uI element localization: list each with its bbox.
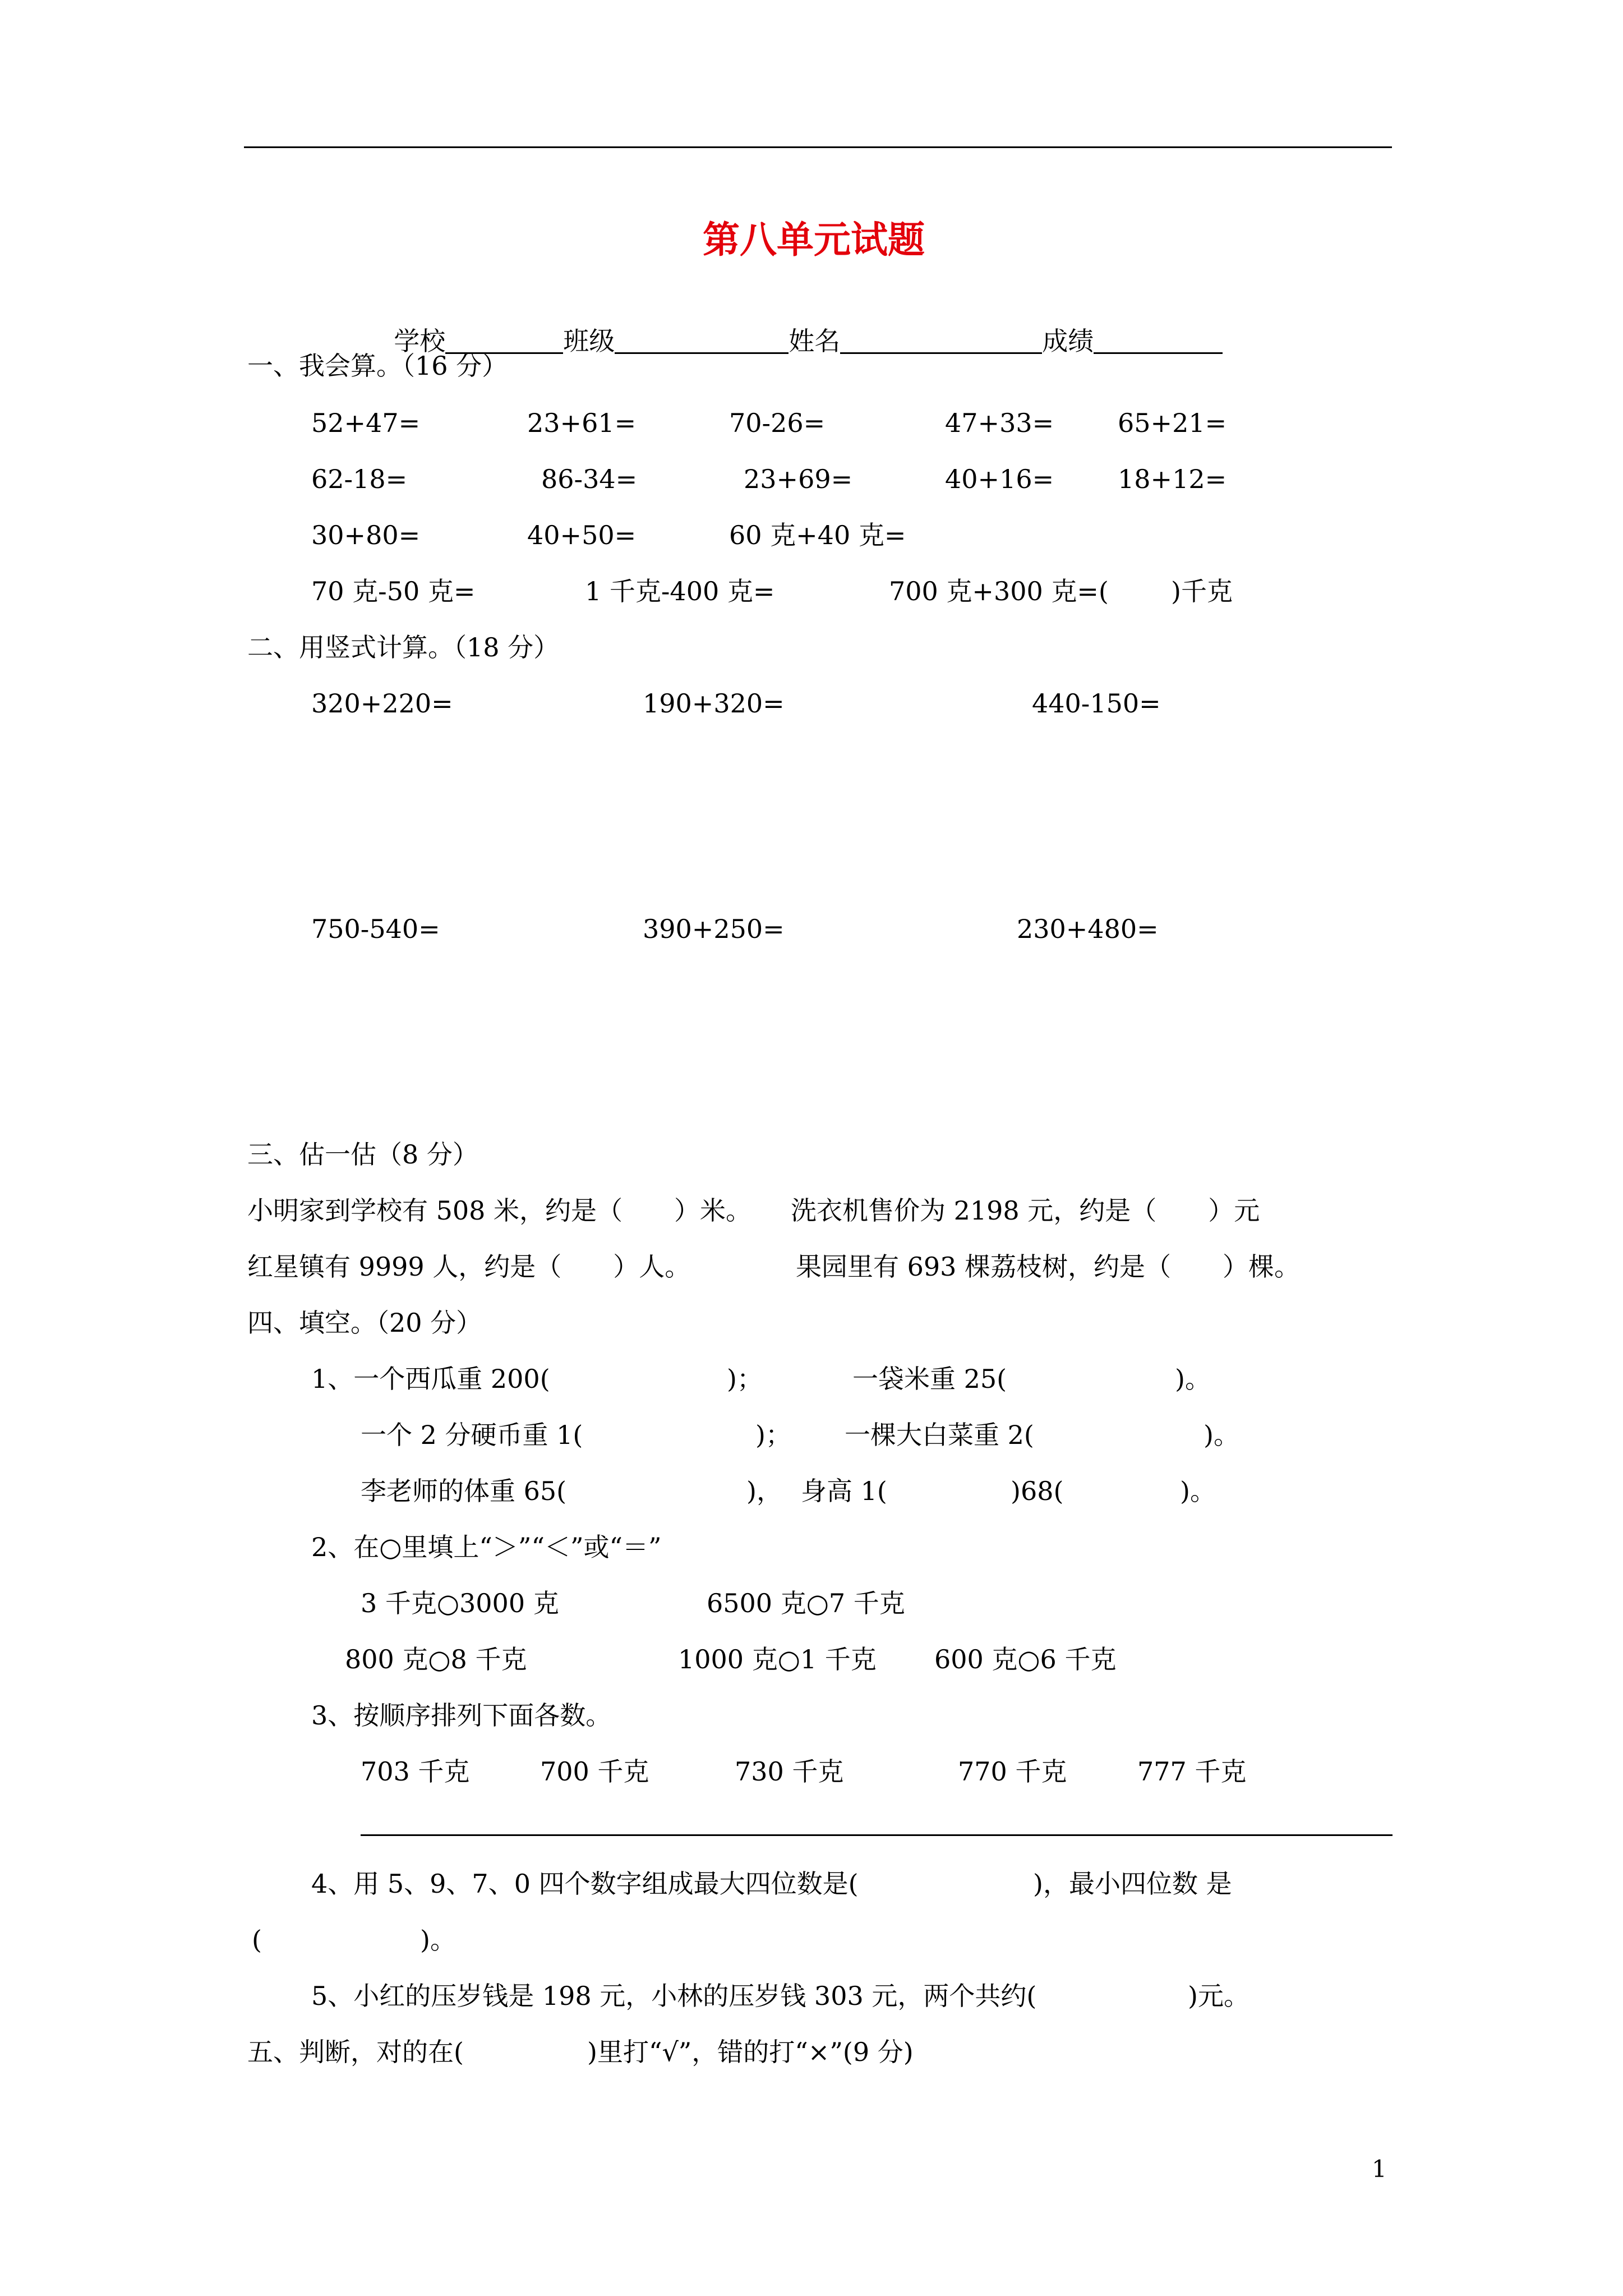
calc-item: 60 克+40 克= <box>729 520 906 550</box>
name-field[interactable] <box>840 326 1042 354</box>
student-info-line <box>377 301 1223 354</box>
calc-item: 1 千克-400 克= <box>585 576 775 606</box>
compare-item: 6500 克○7 千克 <box>707 1588 905 1618</box>
calc-item: 70-26= <box>729 408 826 438</box>
compare-item: 800 克○8 千克 <box>345 1644 527 1674</box>
calc-item: 65+21= <box>1118 408 1227 438</box>
order-item: 777 千克 <box>1137 1756 1247 1787</box>
vertical-calc-item: 390+250= <box>643 914 785 944</box>
vertical-calc-item: 230+480= <box>1017 914 1159 944</box>
calc-item: 52+47= <box>311 408 421 438</box>
estimate-item: 洗衣机售价为 2198 元，约是（ ）元 <box>791 1195 1260 1226</box>
fill-item: )。 <box>1180 1476 1216 1506</box>
fill-item: 一袋米重 25( <box>852 1364 1007 1394</box>
class-field[interactable] <box>615 326 789 354</box>
calc-item: 70 克-50 克= <box>311 576 476 606</box>
section-2-heading: 二、用竖式计算。（18 分） <box>247 632 560 662</box>
fill-item: 2、在○里填上“＞”“＜”或“＝” <box>311 1532 662 1562</box>
calc-item: 40+50= <box>527 520 637 550</box>
calc-item: 23+69= <box>744 464 853 494</box>
answer-line[interactable] <box>361 1834 1393 1836</box>
section-4-heading: 四、填空。（20 分） <box>247 1308 482 1338</box>
order-item: 730 千克 <box>735 1756 844 1787</box>
fill-item: 5、小红的压岁钱是 198 元，小林的压岁钱 303 元，两个共约( <box>311 1981 1037 2011</box>
fill-item: 身高 1( <box>801 1476 887 1506</box>
header-rule <box>244 146 1392 148</box>
section-1-heading: 一、我会算。（16 分） <box>247 351 508 381</box>
fill-item: )。 <box>420 1925 456 1955</box>
fill-item: 4、用 5、9、7、0 四个数字组成最大四位数是( <box>311 1869 859 1899</box>
order-item: 700 千克 <box>540 1756 649 1787</box>
vertical-calc-item: 320+220= <box>311 688 453 719</box>
fill-item: 一棵大白菜重 2( <box>845 1420 1034 1450</box>
fill-item: )，最小四位数 是 <box>1033 1869 1232 1899</box>
score-label: 成绩 <box>1042 326 1094 356</box>
compare-item: 600 克○6 千克 <box>934 1644 1117 1674</box>
estimate-item: 小明家到学校有 508 米，约是（ ）米。 <box>247 1195 752 1226</box>
calc-item: 700 克+300 克=( <box>889 576 1109 606</box>
fill-item: )元。 <box>1188 1981 1249 2011</box>
fill-item: 一个 2 分硬币重 1( <box>361 1420 583 1450</box>
estimate-item: 红星镇有 9999 人，约是（ ）人。 <box>247 1251 691 1282</box>
fill-item: )。 <box>1175 1364 1211 1394</box>
vertical-calc-item: 440-150= <box>1032 688 1161 719</box>
class-label: 班级 <box>563 326 615 356</box>
fill-item: )68( <box>1011 1476 1064 1506</box>
calc-item: 47+33= <box>945 408 1054 438</box>
section-5-heading: 五、判断，对的在( <box>247 2037 464 2067</box>
score-field[interactable] <box>1094 326 1223 354</box>
section-3-heading: 三、估一估（8 分） <box>247 1139 478 1170</box>
fill-item: 1、一个西瓜重 200( <box>311 1364 550 1394</box>
estimate-item: 果园里有 693 棵荔枝树，约是（ ）棵。 <box>796 1251 1301 1282</box>
order-item: 703 千克 <box>361 1756 470 1787</box>
page-number: 1 <box>1372 2155 1387 2183</box>
school-label: 学校 <box>394 326 446 356</box>
calc-item: 86-34= <box>541 464 638 494</box>
fill-item: )； <box>755 1420 791 1450</box>
compare-item: 1000 克○1 千克 <box>678 1644 877 1674</box>
fill-item: )， <box>746 1476 782 1506</box>
name-label: 姓名 <box>789 326 841 356</box>
vertical-calc-item: 750-540= <box>311 914 440 944</box>
school-field[interactable] <box>445 326 563 354</box>
calc-item: 23+61= <box>527 408 637 438</box>
fill-item: )； <box>727 1364 763 1394</box>
calc-item: 30+80= <box>311 520 421 550</box>
fill-item: 3、按顺序排列下面各数。 <box>311 1700 612 1731</box>
calc-item: 62-18= <box>311 464 408 494</box>
compare-item: 3 千克○3000 克 <box>361 1588 559 1618</box>
calc-item-suffix: )千克 <box>1171 576 1233 606</box>
fill-item: ( <box>252 1925 262 1955</box>
order-item: 770 千克 <box>958 1756 1067 1787</box>
calc-item: 40+16= <box>945 464 1054 494</box>
section-5-heading-rest: )里打“√”，错的打“×”(9 分) <box>587 2037 914 2067</box>
fill-item: 李老师的体重 65( <box>361 1476 567 1506</box>
vertical-calc-item: 190+320= <box>643 688 785 719</box>
page-title: 第八单元试题 <box>703 218 925 261</box>
fill-item: )。 <box>1204 1420 1239 1450</box>
calc-item: 18+12= <box>1118 464 1227 494</box>
